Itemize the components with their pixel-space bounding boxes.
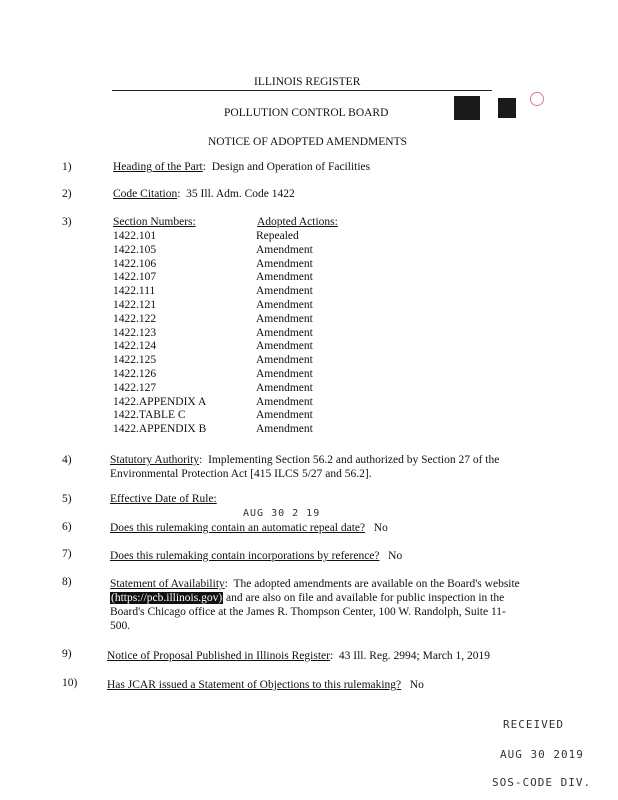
adopted-action: Amendment bbox=[256, 313, 313, 325]
section-number: 1422.111 bbox=[113, 285, 156, 297]
item-6-question: Does this rulemaking contain an automatic repeal date? bbox=[110, 522, 366, 534]
item-7-question: Does this rulemaking contain incorporations by reference? bbox=[110, 550, 380, 562]
adopted-action: Amendment bbox=[256, 382, 313, 394]
section-number: 1422.122 bbox=[113, 313, 157, 325]
item-8-line-4: 500. bbox=[110, 620, 131, 632]
item-8-line-1: Statement of Availability: The adopted amendments are available on the Board's website bbox=[110, 578, 520, 590]
item-10-answer: No bbox=[409, 679, 424, 691]
section-number: 1422.121 bbox=[113, 299, 157, 311]
adopted-action: Amendment bbox=[256, 258, 313, 270]
pink-mark bbox=[530, 92, 544, 106]
adopted-action: Repealed bbox=[256, 230, 299, 242]
adopted-action: Amendment bbox=[256, 299, 313, 311]
item-4-line-1: Statutory Authority: Implementing Section 56.2 and authorized by Section 27 of the bbox=[110, 454, 500, 466]
section-number: 1422.125 bbox=[113, 354, 157, 366]
section-number: 1422.124 bbox=[113, 340, 157, 352]
adopted-action: Amendment bbox=[256, 244, 313, 256]
item-8-num: 8) bbox=[62, 576, 72, 588]
register-title: ILLINOIS REGISTER bbox=[254, 76, 361, 88]
board-name: POLLUTION CONTROL BOARD bbox=[224, 107, 389, 119]
section-number: 1422.TABLE C bbox=[113, 409, 186, 421]
item-1-num: 1) bbox=[62, 161, 72, 173]
item-3-num: 3) bbox=[62, 216, 72, 228]
adopted-action: Amendment bbox=[256, 327, 313, 339]
adopted-action: Amendment bbox=[256, 285, 313, 297]
item-6-answer: No bbox=[373, 522, 388, 534]
item-8-label: Statement of Availability bbox=[110, 578, 225, 590]
division-stamp: SOS-CODE DIV. bbox=[492, 776, 592, 789]
item-9-label: Notice of Proposal Published in Illinois Register bbox=[107, 650, 330, 662]
adopted-action: Amendment bbox=[256, 368, 313, 380]
section-numbers-header: Section Numbers: bbox=[113, 216, 196, 228]
item-2-label: Code Citation bbox=[113, 188, 178, 200]
item-7 bbox=[110, 549, 402, 563]
item-6 bbox=[110, 521, 388, 535]
board-website-link[interactable]: (https://pcb.illinois.gov) bbox=[111, 592, 223, 604]
item-1-label: Heading of the Part bbox=[113, 161, 203, 173]
adopted-action: Amendment bbox=[256, 340, 313, 352]
item-2-value: 35 Ill. Adm. Code 1422 bbox=[186, 188, 295, 200]
adopted-actions-header: Adopted Actions: bbox=[257, 216, 338, 228]
item-8-line-2: (https://pcb.illinois.gov) and are also on file and available for public inspection in the bbox=[111, 592, 505, 604]
item-1: Heading of the Part: Design and Operation of Facilities bbox=[113, 161, 371, 173]
item-4-label: Statutory Authority bbox=[110, 454, 200, 466]
section-number: 1422.127 bbox=[113, 382, 157, 394]
section-number: 1422.105 bbox=[113, 244, 157, 256]
effective-date-stamp: AUG 30 2 19 bbox=[243, 508, 321, 519]
item-5-label: Effective Date of Rule: bbox=[110, 493, 217, 505]
item-7-answer: No bbox=[388, 550, 403, 562]
redaction-mark-2 bbox=[498, 98, 516, 118]
section-number: 1422.APPENDIX A bbox=[113, 396, 207, 408]
received-date-stamp: AUG 30 2019 bbox=[500, 748, 584, 761]
header-rule bbox=[112, 90, 492, 91]
adopted-action: Amendment bbox=[256, 423, 313, 435]
section-number: 1422.123 bbox=[113, 327, 157, 339]
item-6-num: 6) bbox=[62, 521, 72, 533]
received-stamp: RECEIVED bbox=[503, 718, 564, 731]
item-4-num: 4) bbox=[62, 454, 72, 466]
section-number: 1422.126 bbox=[113, 368, 157, 380]
item-2-num: 2) bbox=[62, 188, 72, 200]
redaction-mark bbox=[454, 96, 480, 120]
section-number: 1422.107 bbox=[113, 271, 157, 283]
item-4-line-2: Environmental Protection Act [415 ILCS 5/27 and 56.2]. bbox=[110, 468, 372, 480]
item-10-question: Has JCAR issued a Statement of Objections to this rulemaking? bbox=[107, 679, 402, 691]
item-1-value: Design and Operation of Facilities bbox=[211, 161, 371, 173]
section-number: 1422.101 bbox=[113, 230, 157, 242]
item-9-num: 9) bbox=[62, 648, 72, 660]
notice-title: NOTICE OF ADOPTED AMENDMENTS bbox=[208, 136, 408, 148]
item-9-value: 43 Ill. Reg. 2994; March 1, 2019 bbox=[338, 650, 490, 662]
item-9: Notice of Proposal Published in Illinois Register: 43 Ill. Reg. 2994; March 1, 2019 bbox=[107, 650, 490, 662]
item-5-num: 5) bbox=[62, 493, 72, 505]
item-8-line-3: Board's Chicago office at the James R. Thompson Center, 100 W. Randolph, Suite 11- bbox=[110, 606, 506, 618]
section-number: 1422.106 bbox=[113, 258, 157, 270]
adopted-action: Amendment bbox=[256, 396, 313, 408]
adopted-action: Amendment bbox=[256, 354, 313, 366]
item-2: Code Citation: 35 Ill. Adm. Code 1422 bbox=[113, 188, 295, 200]
adopted-action: Amendment bbox=[256, 271, 313, 283]
item-7-num: 7) bbox=[62, 548, 72, 560]
item-10 bbox=[107, 678, 424, 692]
item-10-num: 10) bbox=[62, 677, 78, 689]
adopted-action: Amendment bbox=[256, 409, 313, 421]
section-number: 1422.APPENDIX B bbox=[113, 423, 207, 435]
